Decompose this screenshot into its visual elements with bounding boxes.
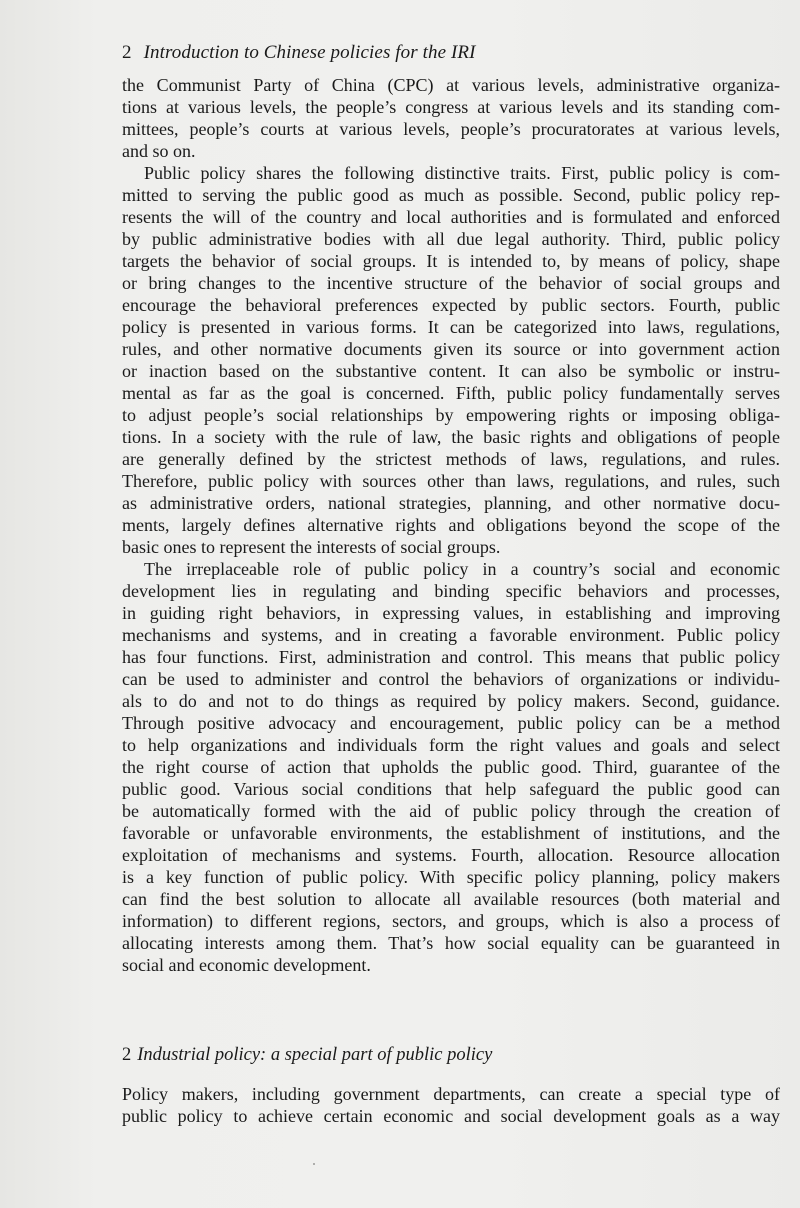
text-line: has four functions. First, administration and control. This means that public policy <box>122 647 780 667</box>
text-line: mitted to serving the public good as much as possible. Second, public policy rep- <box>122 185 780 205</box>
text-line: social and economic development. <box>122 955 371 975</box>
running-head <box>122 42 476 64</box>
text-line: rules, and other normative documents given its source or into government action <box>122 339 780 359</box>
running-head-title: Introduction to Chinese policies for the IRI <box>143 42 476 63</box>
text-line: public policy to achieve certain economic and social development goals as a way <box>122 1106 780 1126</box>
text-line: encourage the behavioral preferences expected by public sectors. Fourth, public <box>122 295 780 315</box>
text-line: tions at various levels, the people’s congress at various levels and its standing com- <box>122 97 780 117</box>
section-text <box>122 1083 780 1127</box>
text-line: or inaction based on the substantive content. It can also be symbolic or instru- <box>122 361 780 381</box>
text-line: is a key function of public policy. With specific policy planning, policy makers <box>122 867 780 887</box>
text-line: or bring changes to the incentive structure of the behavior of social groups and <box>122 273 780 293</box>
text-line: to help organizations and individuals form the right values and goals and select <box>122 735 780 755</box>
print-speck <box>313 1163 315 1165</box>
text-line: the Communist Party of China (CPC) at various levels, administrative organiza- <box>122 75 780 95</box>
text-line: in guiding right behaviors, in expressing values, in establishing and improving <box>122 603 780 623</box>
text-line: Public policy shares the following distinctive traits. First, public policy is com- <box>144 163 780 183</box>
text-line: The irreplaceable role of public policy in a country’s social and economic <box>144 559 780 579</box>
text-line: basic ones to represent the interests of social groups. <box>122 537 501 557</box>
text-line: favorable or unfavorable environments, the establishment of institutions, and the <box>122 823 780 843</box>
section-number: 2 <box>122 1045 132 1065</box>
text-line: the right course of action that upholds the public good. Third, guarantee of the <box>122 757 780 777</box>
page-number: 2 <box>122 42 132 63</box>
text-line: als to do and not to do things as required by policy makers. Second, guidance. <box>122 691 780 711</box>
text-line: information) to different regions, sectors, and groups, which is also a process of <box>122 911 780 931</box>
text-line: as administrative orders, national strategies, planning, and other normative docu- <box>122 493 780 513</box>
text-line: can find the best solution to allocate all available resources (both material and <box>122 889 780 909</box>
text-line: be automatically formed with the aid of public policy through the creation of <box>122 801 780 821</box>
text-line: mental as far as the goal is concerned. Fifth, public policy fundamentally serves <box>122 383 780 403</box>
text-line: Therefore, public policy with sources other than laws, regulations, and rules, such <box>122 471 780 491</box>
text-line: Policy makers, including government departments, can create a special type of <box>122 1084 780 1104</box>
text-line: tions. In a society with the rule of law, the basic rights and obligations of people <box>122 427 780 447</box>
text-line: targets the behavior of social groups. It is intended to, by means of policy, shape <box>122 251 780 271</box>
text-line: exploitation of mechanisms and systems. Fourth, allocation. Resource allocation <box>122 845 780 865</box>
text-line: mittees, people’s courts at various levels, people’s procuratorates at various levels, <box>122 119 780 139</box>
text-line: to adjust people’s social relationships by empowering rights or imposing obliga- <box>122 405 780 425</box>
text-line: mechanisms and systems, and in creating a favorable environment. Public policy <box>122 625 780 645</box>
section-heading <box>122 1045 492 1066</box>
text-line: resents the will of the country and local authorities and is formulated and enforced <box>122 207 780 227</box>
text-line: public good. Various social conditions that help safeguard the public good can <box>122 779 780 799</box>
text-line: can be used to administer and control the behaviors of organizations or individu- <box>122 669 780 689</box>
text-line: by public administrative bodies with all due legal authority. Third, public policy <box>122 229 780 249</box>
section-title: Industrial policy: a special part of public policy <box>137 1045 493 1065</box>
text-line: policy is presented in various forms. It can be categorized into laws, regulations, <box>122 317 780 337</box>
text-line: Through positive advocacy and encouragement, public policy can be a method <box>122 713 780 733</box>
text-line: development lies in regulating and binding specific behaviors and processes, <box>122 581 780 601</box>
body-text <box>122 74 780 976</box>
text-line: and so on. <box>122 141 196 161</box>
text-line: allocating interests among them. That’s how social equality can be guaranteed in <box>122 933 780 953</box>
text-line: ments, largely defines alternative rights and obligations beyond the scope of the <box>122 515 780 535</box>
text-line: are generally defined by the strictest methods of laws, regulations, and rules. <box>122 449 780 469</box>
